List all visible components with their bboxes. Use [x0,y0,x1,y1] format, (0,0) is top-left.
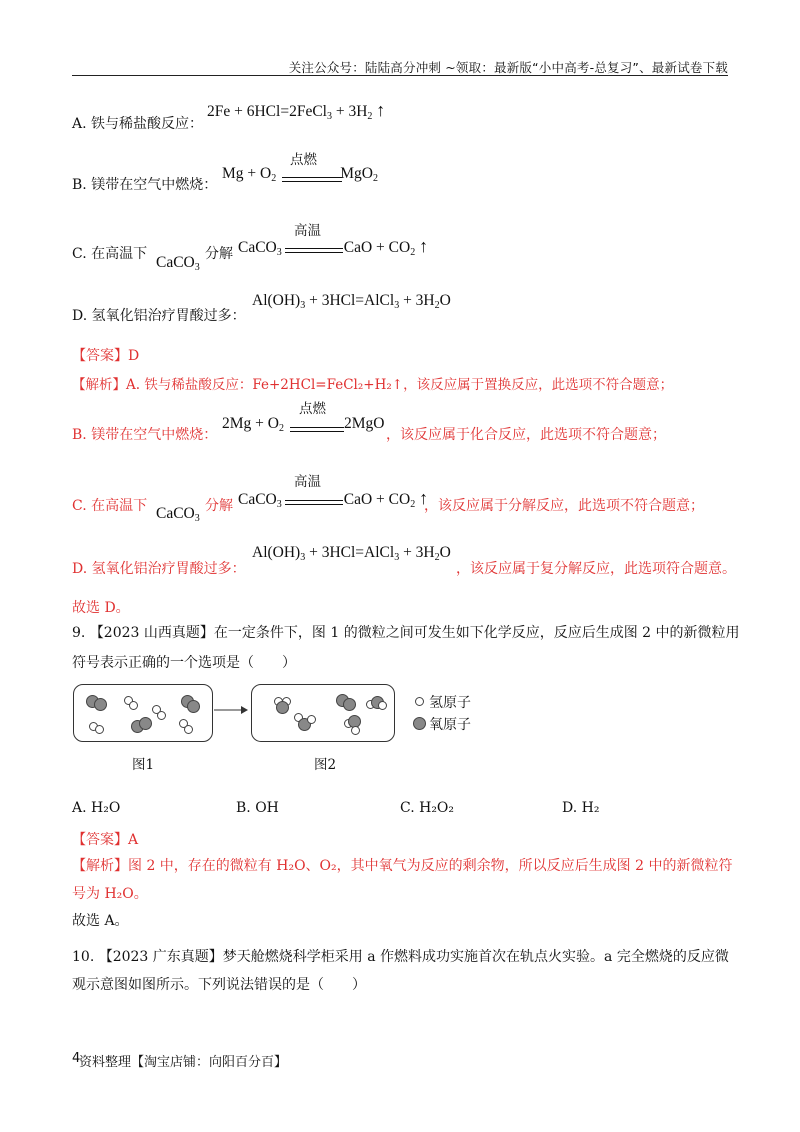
legend-oxygen-label: 氧原子 [429,717,471,733]
option-b-label: B. 镁带在空气中燃烧： [72,177,218,193]
q9-option-b: B. OH [236,800,279,816]
option-a-label: A. 铁与稀盐酸反应： [72,116,204,132]
analysis-q8-c-condition: 高温 [294,474,321,490]
option-c-caco3: CaCO$_3$ [156,254,200,273]
analysis-q8-c-equals [285,500,343,505]
analysis-q8-c-caco3: CaCO$_3$ [156,505,200,524]
conclusion-q9: 故选 A。 [72,913,129,929]
question-9-stem-1: 9. 【2023 山西真题】在一定条件下，图 1 的微粒之间可发生如下化学反应，反应后生成图 2 中的新微粒用 [72,625,740,641]
analysis-q9-line-2: 号为 H₂O。 [72,886,148,902]
analysis-q9-line-1: 【解析】图 2 中，存在的微粒有 H₂O、O₂，其中氧气为反应的剩余物，所以反应后生成图 2 中的新微粒符 [72,858,733,874]
q9-option-a: A. H₂O [72,800,121,816]
oxygen-atom [139,717,152,730]
option-c-equals [285,248,343,253]
analysis-q8-b-condition: 点燃 [299,401,326,417]
hydrogen-atom [307,715,316,724]
q9-option-c: C. H₂O₂ [400,800,455,816]
analysis-q8-c-post: ，该反应属于分解反应，此选项不符合题意； [424,498,704,514]
analysis-q8-line-a: 【解析】A. 铁与稀盐酸反应：Fe+2HCl=FeCl₂+H₂↑，该反应属于置换反应，此选项不符合题意； [72,377,674,393]
figure-2-box [251,684,395,742]
analysis-q8-b-post: ，该反应属于化合反应，此选项不符合题意； [386,427,666,443]
analysis-q8-b-equals [290,427,344,432]
question-10-stem-1: 10. 【2023 广东真题】梦天舱燃烧科学柜采用 a 作燃料成功实施首次在轨点火实验。a 完全燃烧的反应微 [72,949,729,965]
option-d-equation: $Al(OH)_3$ + 3HCl=AlCl$_3$ + $3H_2O$ [252,292,451,311]
analysis-q8-c-equation: CaCO$_3$ CaO + $CO_2$ ↑ [238,488,429,510]
page-footer: 资料整理【淘宝店铺：向阳百分百】 [79,1055,288,1070]
conclusion-q8: 故选 D。 [72,600,130,616]
answer-q8: 【答案】D [72,348,140,364]
page-number: 4 [72,1051,81,1066]
oxygen-atom [343,698,356,711]
figure-1-caption: 图1 [132,757,155,773]
legend-oxygen-icon [413,717,426,730]
question-10-stem-2: 观示意图如图所示。下列说法错误的是（ ） [72,977,366,993]
q9-option-d: D. H₂ [562,800,600,816]
figure-2-caption: 图2 [314,757,337,773]
analysis-q8-c-pre: C. 在高温下 [72,498,148,514]
option-c-label: C. 在高温下 [72,246,148,262]
page-header: 关注公众号：陆陆高分冲刺 ~领取：最新版“小中高考-总复习”、最新试卷下载 [288,60,728,75]
oxygen-atom [187,700,200,713]
option-c-equation: CaCO$_3$ CaO + $CO_2$ ↑ [238,236,429,258]
analysis-q8-d-equation: $Al(OH)_3$ + 3HCl=AlCl$_3$ + $3H_2O$ [252,544,451,563]
hydrogen-atom [157,711,166,720]
analysis-q8-d-pre: D. 氢氧化铝治疗胃酸过多： [72,561,246,577]
analysis-q8-d-post: ，该反应属于复分解反应，此选项符合题意。 [456,561,736,577]
question-9-stem-2: 符号表示正确的一个选项是（ ） [72,655,296,671]
header-rule [72,75,728,76]
oxygen-atom [276,701,289,714]
option-b-condition: 点燃 [290,152,317,168]
option-c-mid: 分解 [205,246,233,262]
legend-hydrogen-icon [415,697,424,706]
hydrogen-atom [378,701,387,710]
analysis-q8-b-pre: B. 镁带在空气中燃烧： [72,427,218,443]
answer-q9: 【答案】A [72,832,139,848]
hydrogen-atom [95,725,104,734]
option-c-condition: 高温 [294,223,321,239]
option-b-equals [282,177,342,182]
reaction-arrow-icon [214,704,248,716]
analysis-q8-b-equation: $2Mg + O_2$ 2MgO [222,415,385,434]
hydrogen-atom [351,726,360,735]
hydrogen-atom [184,725,193,734]
hydrogen-atom [129,701,138,710]
figure-1-box [73,684,213,742]
option-d-label: D. 氢氧化铝治疗胃酸过多： [72,308,246,324]
option-a-equation: 2Fe + 6HCl=2FeCl$_3$ + $3H_2$ ↑ [207,100,386,122]
option-b-equation: $Mg + O_2$ MgO$_2$ [222,165,378,184]
oxygen-atom [94,698,107,711]
analysis-q8-c-mid: 分解 [205,498,233,514]
legend-hydrogen-label: 氢原子 [429,695,471,711]
